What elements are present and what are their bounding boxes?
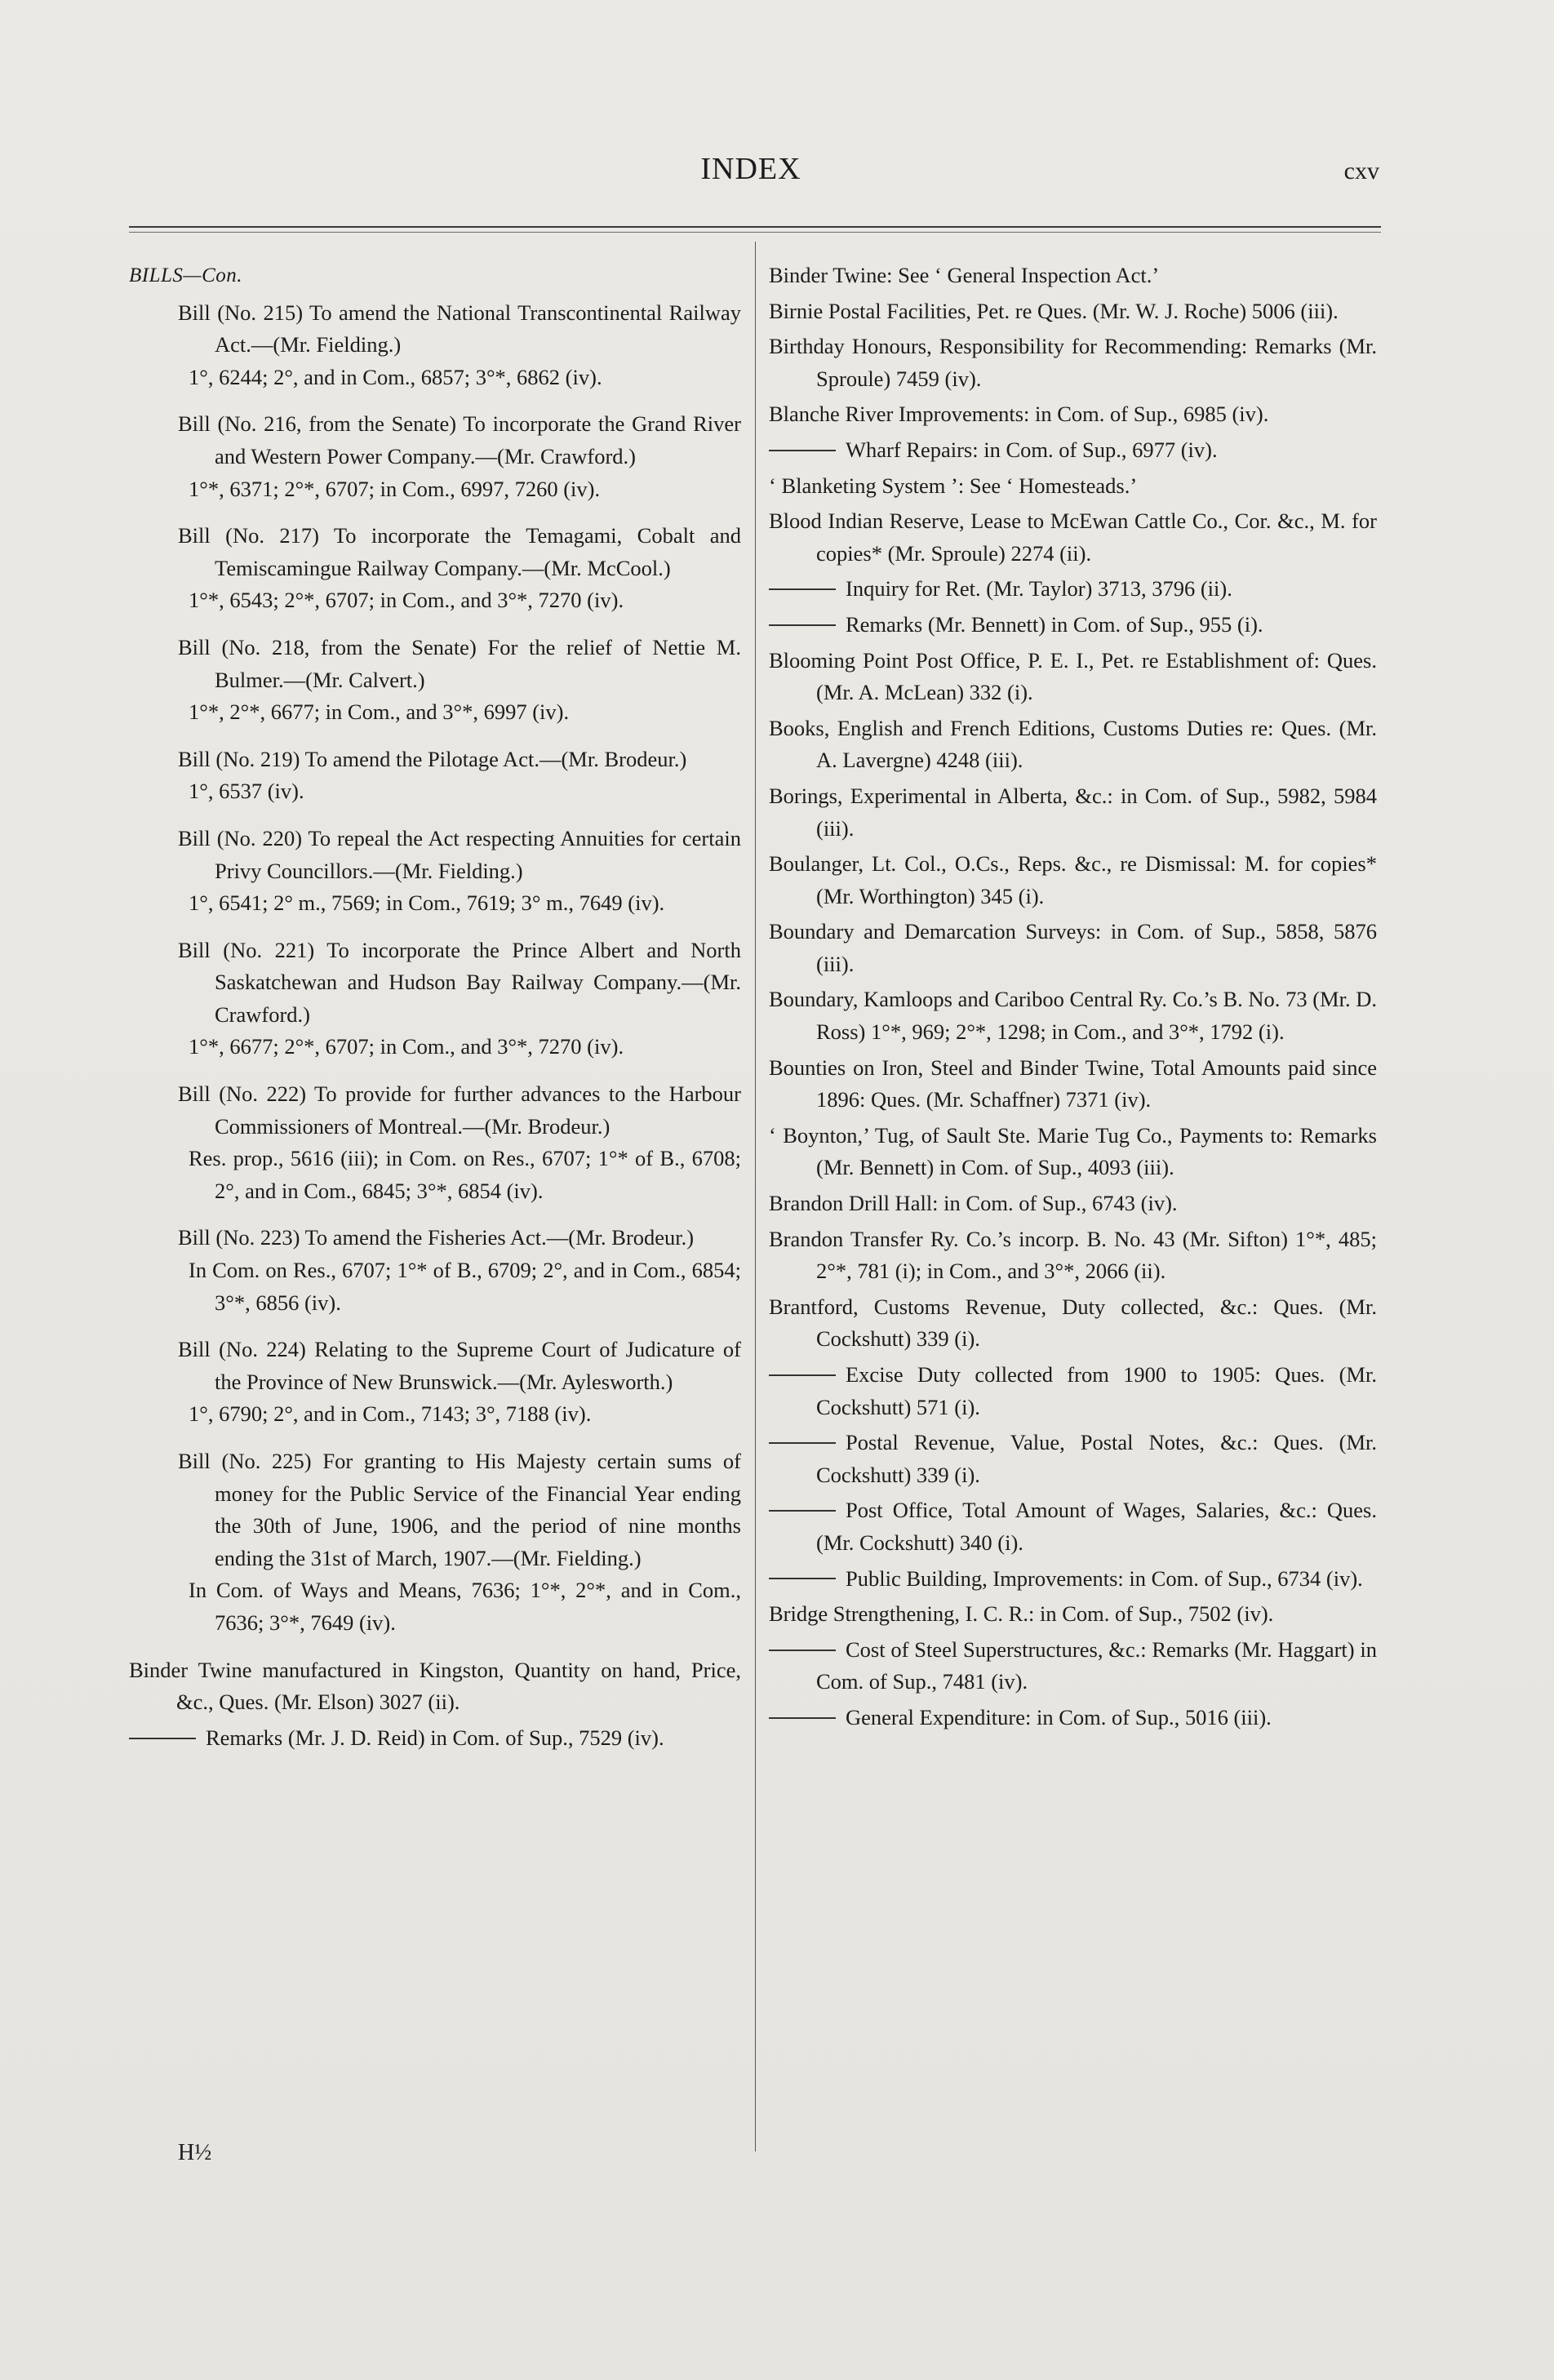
bill-references: 1°*, 2°*, 6677; in Com., and 3°*, 6997 (iv).	[189, 699, 570, 725]
index-entry	[769, 295, 1377, 328]
bill-references: In Com. on Res., 6707; 1°* of B., 6709; 2°, and in Com., 6854; 3°*, 6856 (iv).	[189, 1258, 741, 1315]
entry-text: Blood Indian Reserve, Lease to McEwan Cattle Co., Cor. &c., M. for copies* (Mr. Sproule) 2274 (ii).	[769, 508, 1377, 566]
bill-references: 1°*, 6371; 2°*, 6707; in Com., 6997, 7260 (iv).	[189, 476, 601, 501]
entry-text: Public Building, Improvements: in Com. of Sup., 6734 (iv).	[846, 1565, 1363, 1591]
bill-references: 1°*, 6677; 2°*, 6707; in Com., and 3°*, 7270 (iv).	[189, 1034, 624, 1059]
entry-text: Binder Twine: See ‘ General Inspection Act.’	[769, 263, 1160, 287]
index-subentry	[769, 573, 1377, 606]
entry-text: Remarks (Mr. Bennett) in Com. of Sup., 955 (i).	[846, 611, 1263, 637]
index-entry	[769, 1188, 1377, 1220]
entry-text: Cost of Steel Superstructures, &c.: Remarks (Mr. Haggart) in Com. of Sup., 7481 (iv).	[816, 1636, 1377, 1694]
column-divider	[755, 242, 756, 2151]
index-entry	[769, 1223, 1377, 1288]
index-entry	[769, 398, 1377, 431]
ditto-dash	[129, 1738, 196, 1739]
bill-title: Bill (No. 224) Relating to the Supreme Court of Judicature of the Province of New Brunswick.—(Mr. Aylesworth.)	[178, 1337, 741, 1394]
index-entry	[769, 645, 1377, 709]
ditto-dash	[769, 1578, 836, 1579]
entry-text: Books, English and French Editions, Customs Duties re: Ques. (Mr. A. Lavergne) 4248 (iii).	[769, 715, 1377, 773]
index-entry	[769, 780, 1377, 845]
index-entry	[769, 916, 1377, 980]
bill-title: Bill (No. 215) To amend the National Transcontinental Railway Act.—(Mr. Fielding.)	[178, 300, 741, 357]
bill-references: Res. prop., 5616 (iii); in Com. on Res., 6707; 1°* of B., 6708; 2°, and in Com., 6845; 3°*, 6854 (iv).	[189, 1146, 741, 1203]
entry-text: Borings, Experimental in Alberta, &c.: in Com. of Sup., 5982, 5984 (iii).	[769, 783, 1377, 841]
index-entry	[769, 984, 1377, 1048]
index-subentry	[769, 1563, 1377, 1596]
entry-text: Boundary, Kamloops and Cariboo Central Ry. Co.’s B. No. 73 (Mr. D. Ross) 1°*, 969; 2°*, 1298; in Com., and 3°*, 1792 (i).	[769, 987, 1377, 1045]
ditto-dash	[769, 588, 836, 590]
ditto-dash	[769, 1374, 836, 1376]
entry-text: Inquiry for Ret. (Mr. Taylor) 3713, 3796 (ii).	[846, 576, 1232, 602]
index-entry	[769, 470, 1377, 503]
bill-title: Bill (No. 225) For granting to His Majesty certain sums of money for the Public Service of the Financial Year ending the 30th of June, 1906, and the period of nine months ending the 31st of March, 1907.—(Mr. Fielding.)	[178, 1449, 741, 1570]
entry-text: Remarks (Mr. J. D. Reid) in Com. of Sup., 7529 (iv).	[206, 1725, 664, 1750]
ditto-dash	[769, 1442, 836, 1444]
index-entry	[769, 331, 1377, 395]
bill-entry	[178, 1445, 741, 1640]
entry-text: Excise Duty collected from 1900 to 1905: Ques. (Mr. Cockshutt) 571 (i).	[816, 1362, 1377, 1419]
index-entry	[769, 713, 1377, 777]
ditto-dash	[769, 1717, 836, 1719]
section-heading: BILLS—Con.	[129, 264, 243, 286]
right-entry-list	[769, 260, 1377, 1734]
entry-text: Birnie Postal Facilities, Pet. re Ques. (Mr. W. J. Roche) 5006 (iii).	[769, 298, 1339, 323]
index-entry	[769, 848, 1377, 912]
entry-text: Birthday Honours, Responsibility for Recommending: Remarks (Mr. Sproule) 7459 (iv).	[769, 334, 1377, 391]
header-rule	[129, 226, 1381, 228]
index-entry	[769, 1291, 1377, 1356]
index-subentry	[769, 609, 1377, 642]
bill-title: Bill (No. 223) To amend the Fisheries Act.—(Mr. Brodeur.)	[178, 1225, 695, 1250]
bill-entry	[178, 632, 741, 729]
bill-entry	[178, 520, 741, 617]
right-column	[769, 260, 1377, 1738]
entry-text: Boulanger, Lt. Col., O.Cs., Reps. &c., re Dismissal: M. for copies* (Mr. Worthington) 345 (i).	[769, 851, 1377, 908]
index-entry	[769, 1598, 1377, 1631]
index-entry	[769, 505, 1377, 570]
index-entry	[769, 1120, 1377, 1184]
index-subentry	[769, 1634, 1377, 1698]
bill-title: Bill (No. 217) To incorporate the Temagami, Cobalt and Temiscamingue Railway Company.—(Mr. McCool.)	[178, 523, 741, 580]
ditto-dash	[769, 1650, 836, 1651]
bill-entry	[178, 408, 741, 505]
entry-text: Brantford, Customs Revenue, Duty collected, &c.: Ques. (Mr. Cockshutt) 339 (i).	[769, 1294, 1377, 1352]
entry-text: Binder Twine manufactured in Kingston, Quantity on hand, Price, &c., Ques. (Mr. Elson) 3027 (ii).	[129, 1657, 741, 1715]
entry-text: Postal Revenue, Value, Postal Notes, &c.: Ques. (Mr. Cockshutt) 339 (i).	[816, 1430, 1377, 1487]
bill-entry	[178, 1334, 741, 1431]
bill-entry	[178, 823, 741, 920]
entry-text: ‘ Blanketing System ’: See ‘ Homesteads.’	[769, 473, 1138, 498]
bill-title: Bill (No. 218, from the Senate) For the relief of Nettie M. Bulmer.—(Mr. Calvert.)	[178, 634, 741, 692]
bill-entry	[178, 297, 741, 394]
entry-text: Blanche River Improvements: in Com. of Sup., 6985 (iv).	[769, 402, 1269, 427]
index-entry	[769, 260, 1377, 292]
bill-entry	[178, 1078, 741, 1207]
entry-text: Boundary and Demarcation Surveys: in Com. of Sup., 5858, 5876 (iii).	[769, 919, 1377, 976]
bill-references: 1°, 6244; 2°, and in Com., 6857; 3°*, 6862 (iv).	[189, 364, 602, 389]
bill-references: 1°, 6537 (iv).	[189, 779, 304, 804]
left-entry-list	[129, 1654, 741, 1755]
bill-entry	[178, 1222, 741, 1319]
ditto-dash	[769, 1510, 836, 1512]
ditto-dash	[769, 624, 836, 626]
entry-text: Brandon Transfer Ry. Co.’s incorp. B. No. 43 (Mr. Sifton) 1°*, 485; 2°*, 781 (i); in Com., and 3°*, 2066 (ii).	[769, 1226, 1377, 1284]
bill-title: Bill (No. 216, from the Senate) To incorporate the Grand River and Western Power Company.—(Mr. Crawford.)	[178, 411, 741, 468]
entry-text: Wharf Repairs: in Com. of Sup., 6977 (iv).	[846, 437, 1218, 462]
index-subentry	[769, 1494, 1377, 1559]
bill-title: Bill (No. 221) To incorporate the Prince Albert and North Saskatchewan and Hudson Bay Railway Company.—(Mr. Crawford.)	[178, 937, 741, 1027]
entry-text: Post Office, Total Amount of Wages, Salaries, &c.: Ques. (Mr. Cockshutt) 340 (i).	[816, 1498, 1377, 1555]
page-number: cxv	[1343, 158, 1379, 184]
header-rule-thin	[129, 232, 1381, 233]
index-entry	[769, 1052, 1377, 1117]
entry-text: Bounties on Iron, Steel and Binder Twine, Total Amounts paid since 1896: Ques. (Mr. Schaffner) 7371 (iv).	[769, 1055, 1377, 1112]
index-subentry	[769, 1427, 1377, 1491]
index-subentry	[129, 1722, 741, 1755]
index-entry	[129, 1654, 741, 1719]
bill-entry	[178, 935, 741, 1063]
bill-references: 1°*, 6543; 2°*, 6707; in Com., and 3°*, 7270 (iv).	[189, 588, 624, 613]
index-subentry	[769, 434, 1377, 467]
entry-text: Brandon Drill Hall: in Com. of Sup., 6743 (iv).	[769, 1191, 1178, 1216]
bill-references: In Com. of Ways and Means, 7636; 1°*, 2°*, and in Com., 7636; 3°*, 7649 (iv).	[189, 1578, 741, 1635]
ditto-dash	[769, 450, 836, 451]
bill-title: Bill (No. 222) To provide for further advances to the Harbour Commissioners of Montreal.—(Mr. Brodeur.)	[178, 1081, 741, 1139]
bill-entry	[178, 744, 741, 808]
page-title: INDEX	[700, 152, 801, 186]
entry-text: Bridge Strengthening, I. C. R.: in Com. of Sup., 7502 (iv).	[769, 1601, 1274, 1627]
entry-text: ‘ Boynton,’ Tug, of Sault Ste. Marie Tug Co., Payments to: Remarks (Mr. Bennett) in Com. of Sup., 4093 (iii).	[769, 1122, 1377, 1180]
left-column	[129, 260, 741, 1757]
index-subentry	[769, 1702, 1377, 1734]
bill-title: Bill (No. 220) To repeal the Act respecting Annuities for certain Privy Councillors.—(Mr. Fielding.)	[178, 825, 741, 883]
index-subentry	[769, 1359, 1377, 1423]
signature-mark: H½	[178, 2140, 212, 2165]
bill-references: 1°, 6541; 2° m., 7569; in Com., 7619; 3° m., 7649 (iv).	[189, 890, 665, 916]
bill-list	[129, 297, 741, 1640]
entry-text: General Expenditure: in Com. of Sup., 5016 (iii).	[846, 1704, 1272, 1729]
page-header	[122, 151, 1379, 200]
entry-text: Blooming Point Post Office, P. E. I., Pet. re Establishment of: Ques. (Mr. A. McLean) 332 (i).	[769, 647, 1377, 705]
bill-title: Bill (No. 219) To amend the Pilotage Act.—(Mr. Brodeur.)	[178, 746, 687, 771]
bill-references: 1°, 6790; 2°, and in Com., 7143; 3°, 7188 (iv).	[189, 1401, 592, 1427]
